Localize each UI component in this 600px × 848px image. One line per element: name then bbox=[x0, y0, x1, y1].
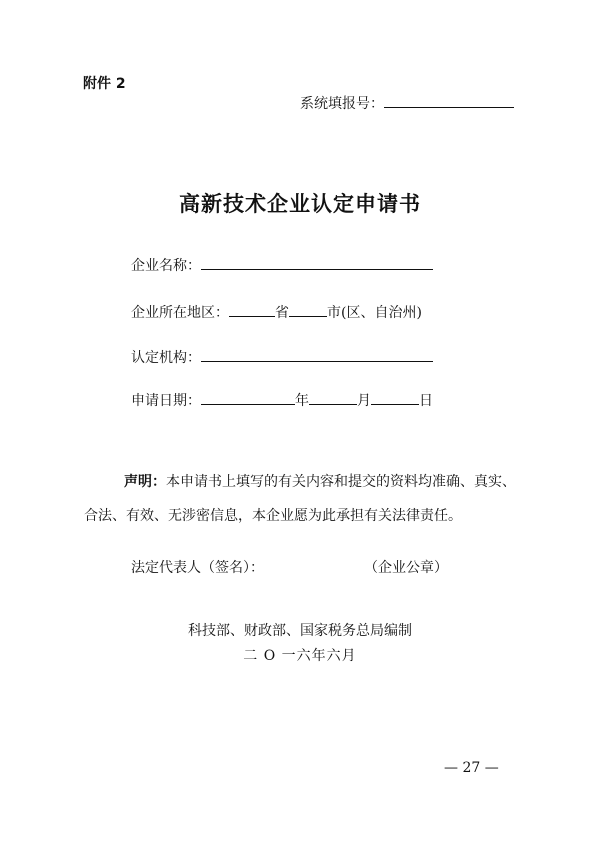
city-label: 市(区、自治州) bbox=[327, 305, 422, 321]
page-number: — 27 — bbox=[444, 760, 499, 776]
company-seal-label: （企业公章） bbox=[364, 560, 448, 576]
region-label: 企业所在地区： bbox=[131, 305, 229, 321]
application-date-label: 申请日期： bbox=[131, 393, 201, 409]
annex-label: 附件 2 bbox=[83, 76, 126, 92]
agency-row bbox=[131, 347, 433, 367]
month-blank[interactable] bbox=[309, 390, 357, 405]
province-blank[interactable] bbox=[229, 302, 275, 317]
issue-date: 二 O 一六年六月 bbox=[243, 648, 357, 664]
agency-blank[interactable] bbox=[201, 347, 433, 362]
day-blank[interactable] bbox=[371, 390, 419, 405]
company-name-blank[interactable] bbox=[201, 255, 433, 270]
city-blank[interactable] bbox=[289, 302, 327, 317]
year-blank[interactable] bbox=[201, 390, 295, 405]
document-title: 高新技术企业认定申请书 bbox=[179, 191, 421, 216]
day-label: 日 bbox=[419, 393, 433, 409]
declaration-text: 本申请书上填写的有关内容和提交的资料均准确、真实、合法、有效、无涉密信息，本企业愿为此承担有关法律责任。 bbox=[84, 474, 516, 524]
declaration-label: 声明： bbox=[124, 474, 166, 490]
representative-signature-label: 法定代表人（签名）： bbox=[131, 560, 264, 576]
fill-number-label: 系统填报号： bbox=[300, 96, 384, 112]
fill-number-blank[interactable] bbox=[384, 93, 514, 108]
company-name-row bbox=[131, 255, 433, 275]
application-date-row bbox=[131, 390, 433, 410]
region-row bbox=[131, 302, 422, 322]
company-name-label: 企业名称： bbox=[131, 258, 201, 274]
fill-number-row bbox=[300, 93, 514, 113]
province-label: 省 bbox=[275, 305, 289, 321]
declaration-paragraph bbox=[84, 465, 524, 533]
agency-label: 认定机构： bbox=[131, 350, 201, 366]
issuer-line: 科技部、财政部、国家税务总局编制 bbox=[188, 623, 412, 639]
year-label: 年 bbox=[295, 393, 309, 409]
month-label: 月 bbox=[357, 393, 371, 409]
